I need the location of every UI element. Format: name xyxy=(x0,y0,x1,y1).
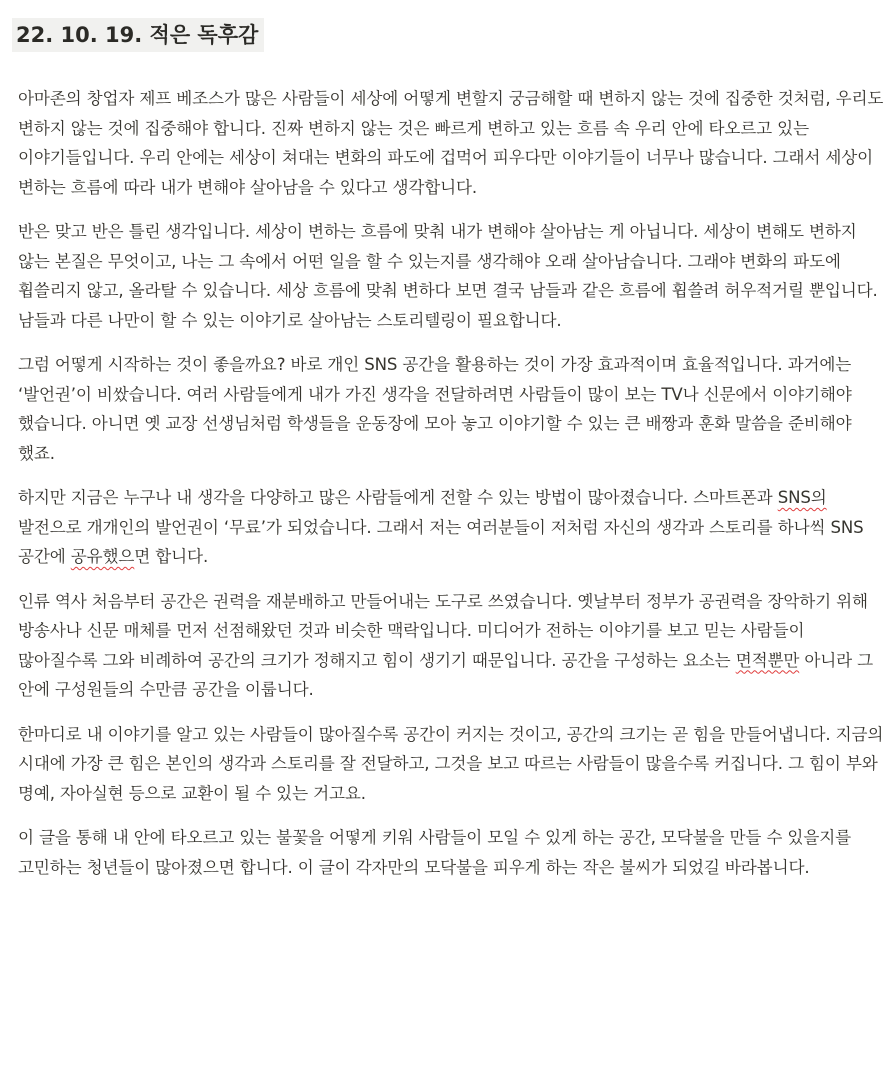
paragraph-text: 이 글을 통해 내 안에 타오르고 있는 불꽃을 어떻게 키워 사람들이 모일 수 있게 하는 공간, 모닥불을 만들 수 있을지를 고민하는 청년들이 많아졌으면 합니다. 이 글이 각자만의 모닥불을 피우게 하는 작은 불씨가 되었길 바라봅니다. xyxy=(18,828,851,877)
paragraph-3[interactable] xyxy=(18,350,884,468)
paragraph-text: 반은 맞고 반은 틀린 생각입니다. 세상이 변하는 흐름에 맞춰 내가 변해야 살아남는 게 아닙니다. 세상이 변해도 변하지 않는 본질은 무엇이고, 나는 그 속에서 어떤 일을 할 수 있는지를 생각해야 오래 살아남습니다. 그래야 변화의 파도에 휩쓸리지 않고, 올라탈 수 있습니다. 세상 흐름에 맞춰 변하다 보면 결국 남들과 같은 흐름에 휩쓸려 허우적거릴 뿐입니다. 남들과 다른 나만이 할 수 있는 이야기로 살아남는 스토리텔링이 필요합니다. xyxy=(18,222,878,330)
paragraph-text: 아니라 그 안에 구성원들의 수만큼 공간을 이룹니다. xyxy=(18,650,873,699)
paragraph-text: 그럼 어떻게 시작하는 것이 좋을까요? 바로 개인 SNS 공간을 활용하는 것이 가장 효과적이며 효율적입니다. 과거에는 ‘발언권’이 비쌌습니다. 여러 사람들에게 내가 가진 생각을 전달하려면 사람들이 많이 보는 TV나 신문에서 이야기해야 했습니다. 아니면 옛 교장 선생님처럼 학생들을 운동장에 모아 놓고 이야기할 수 있는 큰 배짱과 훈화 말씀을 준비해야 했죠. xyxy=(18,355,852,463)
spellcheck-flagged-word[interactable]: 공유했으 xyxy=(70,547,135,566)
document-body xyxy=(18,84,884,897)
spellcheck-flagged-word[interactable]: SNS의 xyxy=(777,488,827,507)
paragraph-1[interactable] xyxy=(18,84,884,202)
paragraph-text: 발전으로 개개인의 발언권이 ‘무료’가 되었습니다. 그래서 저는 여러분들이 저처럼 자신의 생각과 스토리를 하나씩 SNS 공간에 xyxy=(18,517,864,566)
paragraph-text: 인류 역사 처음부터 공간은 권력을 재분배하고 만들어내는 도구로 쓰였습니다. 옛날부터 정부가 공권력을 장악하기 위해 방송사나 신문 매체를 먼저 선점해왔던 것과 비슷한 맥락입니다. 미디어가 전하는 이야기를 보고 믿는 사람들이 많아질수록 그와 비례하여 공간의 크기가 정해지고 힘이 생기기 때문입니다. 공간을 구성하는 요소는 xyxy=(18,591,868,670)
page-title: 22. 10. 19. 적은 독후감 xyxy=(12,18,264,52)
paragraph-text: 아마존의 창업자 제프 베조스가 많은 사람들이 세상에 어떻게 변할지 궁금해할 때 변하지 않는 것에 집중한 것처럼, 우리도 변하지 않는 것에 집중해야 합니다. 진짜 변하지 않는 것은 빠르게 변하고 있는 흐름 속 우리 안에 타오르고 있는 이야기들입니다. 우리 안에는 세상이 쳐대는 변화의 파도에 겁먹어 피우다만 이야기들이 너무나 많습니다. 그래서 세상이 변하는 흐름에 따라 내가 변해야 살아남을 수 있다고 생각합니다. xyxy=(18,89,884,197)
paragraph-text: 면 합니다. xyxy=(134,547,209,566)
paragraph-5[interactable] xyxy=(18,587,884,705)
paragraph-6[interactable] xyxy=(18,720,884,809)
paragraph-text: 한마디로 내 이야기를 알고 있는 사람들이 많아질수록 공간이 커지는 것이고, 공간의 크기는 곧 힘을 만들어냅니다. 지금의 시대에 가장 큰 힘은 본인의 생각과 스토리를 잘 전달하고, 그것을 보고 따르는 사람들이 많을수록 커집니다. 그 힘이 부와 명예, 자아실현 등으로 교환이 될 수 있는 거고요. xyxy=(18,724,884,803)
paragraph-2[interactable] xyxy=(18,217,884,335)
paragraph-7[interactable] xyxy=(18,823,884,882)
spellcheck-flagged-word[interactable]: 면적뿐만 xyxy=(735,650,800,670)
paragraph-4[interactable] xyxy=(18,483,884,572)
paragraph-text: 하지만 지금은 누구나 내 생각을 다양하고 많은 사람들에게 전할 수 있는 방법이 많아졌습니다. 스마트폰과 xyxy=(18,488,778,507)
